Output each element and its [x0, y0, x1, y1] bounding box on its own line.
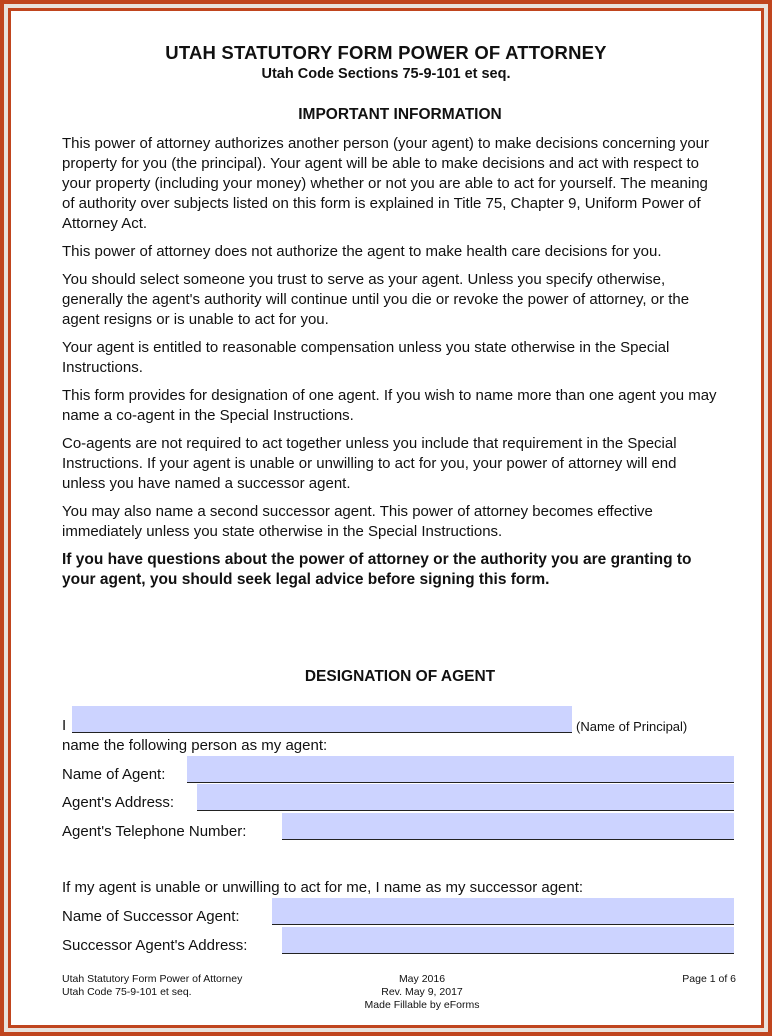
i-label: I	[62, 717, 67, 734]
paragraph: This power of attorney authorizes another person (your agent) to make decisions concerning your property for you (the principal). Your agent will be able to make decisions and act with respect to your property (including your money) whether or not you are able to act for yourself. The meaning of authority over subjects listed on this form is explained in Title 75, Chapter 9, Uniform Power of Attorney Act.	[62, 135, 710, 232]
successor-name-label: Name of Successor Agent:	[62, 908, 240, 925]
successor-address-field[interactable]	[282, 927, 734, 954]
agent-name-field[interactable]	[187, 756, 734, 783]
successor-address-label: Successor Agent's Address:	[62, 937, 248, 954]
footer-form-name: Utah Statutory Form Power of Attorney	[62, 973, 243, 985]
footer-center	[322, 973, 522, 1012]
footer-eforms: Made Fillable by eForms	[364, 999, 480, 1011]
important-info-heading: IMPORTANT INFORMATION	[298, 106, 502, 123]
agent-address-label: Agent's Address:	[62, 794, 175, 811]
footer-code: Utah Code 75-9-101 et seq.	[62, 986, 192, 998]
footer-date: May 2016	[398, 973, 446, 985]
form-title: UTAH STATUTORY FORM POWER OF ATTORNEY	[165, 42, 607, 63]
agent-address-field[interactable]	[197, 784, 734, 811]
name-following-text: name the following person as my agent:	[62, 737, 328, 754]
paragraph: You may also name a second successor agent. This power of attorney becomes effective immediately unless you state otherwise in the Special Instructions.	[62, 503, 653, 540]
successor-intro-text: If my agent is unable or unwilling to act for me, I name as my successor agent:	[62, 879, 584, 896]
paragraph: This power of attorney does not authorize the agent to make health care decisions for you.	[62, 243, 662, 260]
designation-heading: DESIGNATION OF AGENT	[304, 668, 496, 685]
agent-phone-label: Agent's Telephone Number:	[62, 823, 247, 840]
principal-name-field[interactable]	[72, 706, 572, 733]
successor-name-field[interactable]	[272, 898, 734, 925]
legal-advice-warning: If you have questions about the power of attorney or the authority you are granting to your agent, you should seek legal advice before signing this form.	[62, 551, 692, 588]
form-subtitle: Utah Code Sections 75-9-101 et seq.	[261, 66, 511, 82]
footer-page-number: Page 1 of 6	[682, 973, 736, 985]
footer-left	[62, 973, 242, 999]
paragraph: You should select someone you trust to serve as your agent. Unless you specify otherwise, generally the agent's authority will continue until you die or revoke the power of attorney, or the agent resigns or is unable to act for you.	[62, 271, 690, 328]
paragraph: This form provides for designation of one agent. If you wish to name more than one agent you may name a co-agent in the Special Instructions.	[62, 387, 717, 424]
information-paragraphs	[62, 134, 722, 598]
agent-phone-field[interactable]	[282, 813, 734, 840]
footer-revision: Rev. May 9, 2017	[381, 986, 463, 998]
paragraph: Your agent is entitled to reasonable compensation unless you state otherwise in the Special Instructions.	[62, 339, 670, 376]
principal-note: (Name of Principal)	[576, 719, 688, 734]
agent-name-label: Name of Agent:	[62, 766, 166, 783]
paragraph: Co-agents are not required to act together unless you include that requirement in the Special Instructions. If your agent is unable or unwilling to act for you, your power of attorney will end unless you have named a successor agent.	[62, 435, 677, 492]
